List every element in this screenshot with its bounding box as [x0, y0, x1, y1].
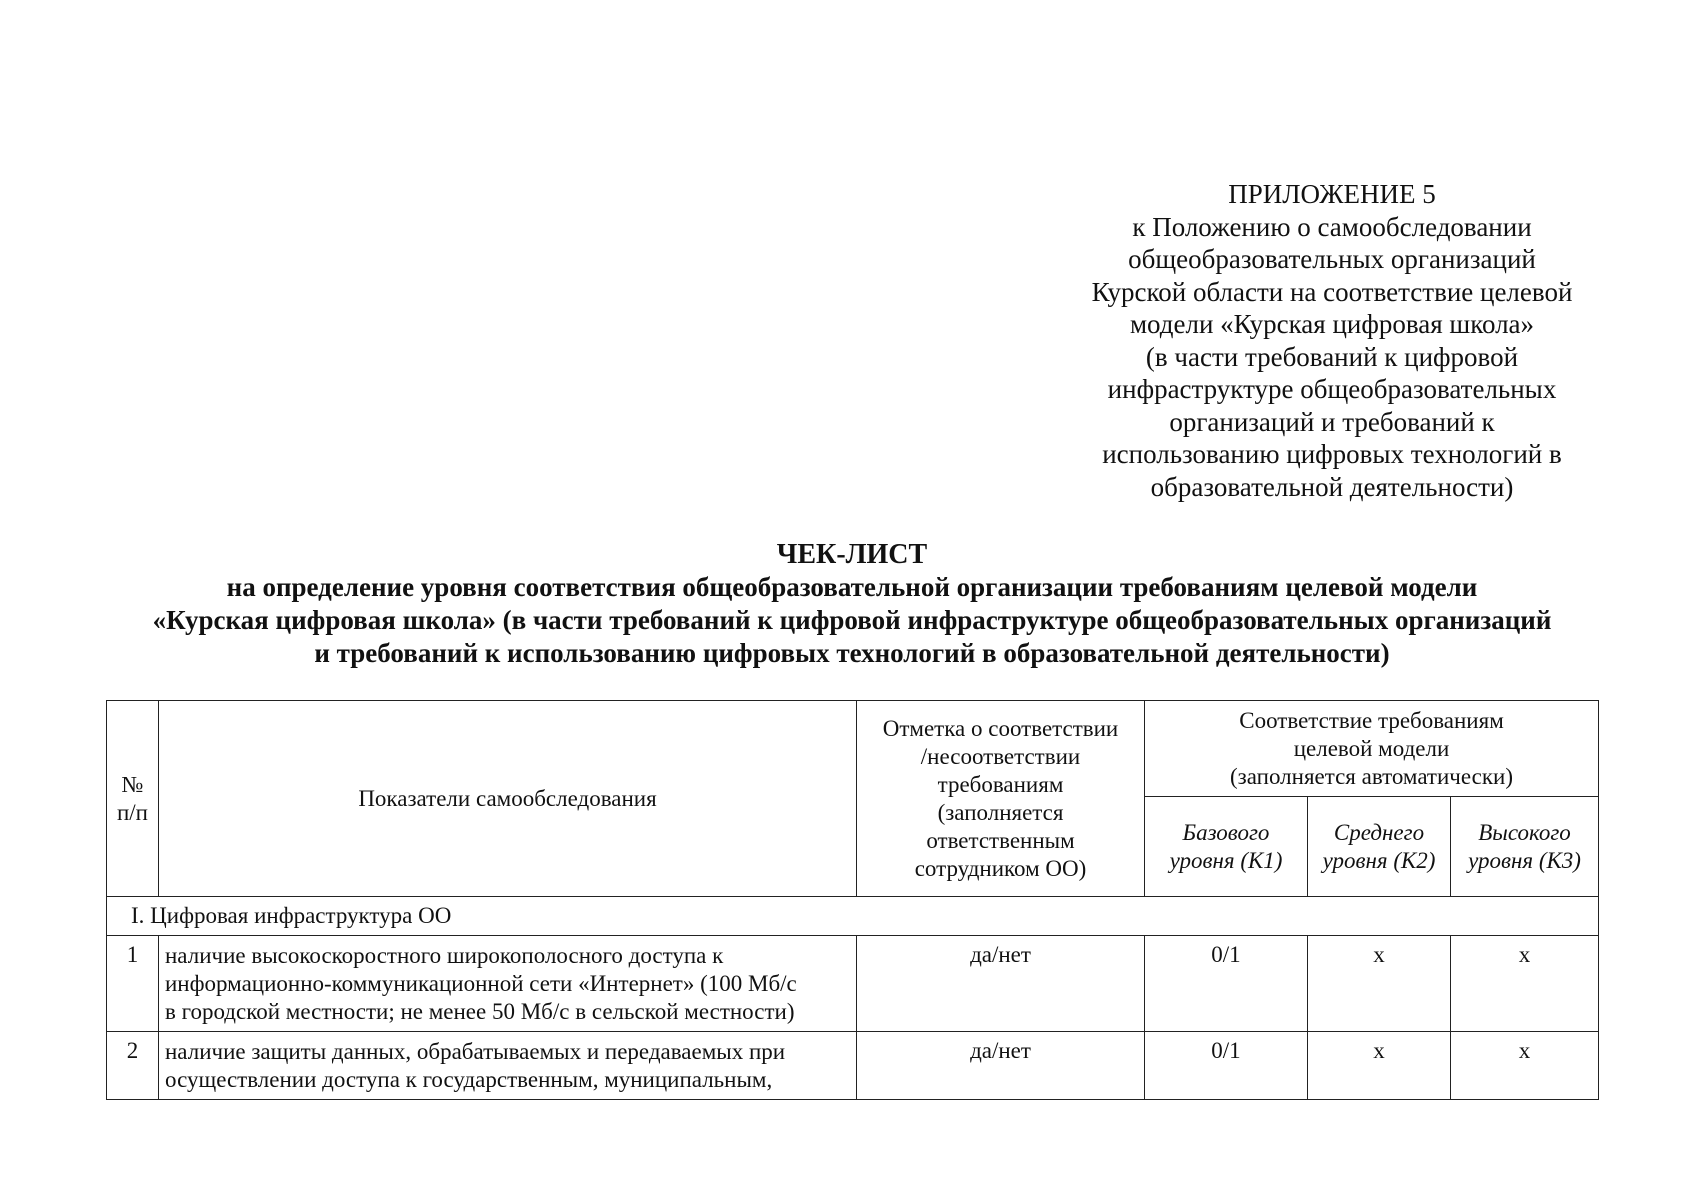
- header-compliance-line: целевой модели: [1293, 735, 1450, 761]
- header-k3-line: уровня (К3): [1468, 847, 1581, 873]
- appendix-block: [1072, 178, 1592, 503]
- row-indicator-line: наличие высокоскоростного широкополосного доступа к: [165, 943, 724, 968]
- title-line: на определение уровня соответствия общеобразовательной организации требованиям целевой модели: [226, 572, 1478, 602]
- row-indicator-line: информационно-коммуникационной сети «Интернет» (100 Мб/с: [165, 971, 797, 996]
- appendix-line: к Положению о самообследовании: [1132, 211, 1532, 242]
- header-num-line: п/п: [116, 799, 148, 825]
- row-mark: да/нет: [857, 1032, 1145, 1100]
- appendix-line: ПРИЛОЖЕНИЕ 5: [1228, 179, 1436, 209]
- row-k2: х: [1308, 936, 1451, 1032]
- header-k2-line: уровня (К2): [1322, 847, 1436, 873]
- header-k1-line: Базового: [1182, 819, 1270, 845]
- appendix-line: использованию цифровых технологий в: [1102, 439, 1562, 469]
- appendix-line: (в части требований к цифровой: [1145, 341, 1519, 372]
- title-line: и требований к использованию цифровых технологий в образовательной деятельности): [314, 638, 1390, 668]
- header-k3-line: Высокого: [1478, 819, 1571, 845]
- row-k3: х: [1451, 1032, 1599, 1100]
- row-num: 2: [107, 1032, 159, 1100]
- header-compliance-line: (заполняется автоматически): [1230, 763, 1513, 789]
- header-mark-line: Отметка о соответствии: [882, 715, 1119, 741]
- appendix-line: общеобразовательных организаций: [1128, 244, 1536, 274]
- row-k1: 0/1: [1145, 1032, 1308, 1100]
- title-main: ЧЕК-ЛИСТ: [776, 539, 928, 570]
- appendix-line: инфраструктуре общеобразовательных: [1107, 374, 1557, 404]
- header-k1-line: уровня (К1): [1169, 847, 1283, 873]
- header-mark-line: сотрудником ОО): [914, 855, 1087, 881]
- header-k2-line: Среднего: [1333, 819, 1425, 845]
- appendix-line: модели «Курская цифровая школа»: [1129, 309, 1535, 339]
- section-row: [107, 897, 1599, 936]
- row-mark: да/нет: [857, 936, 1145, 1032]
- title-line: «Курская цифровая школа» (в части требований к цифровой инфраструктуре общеобразовательных организаций: [152, 605, 1552, 635]
- row-indicator-line: в городской местности; не менее 50 Мб/с в сельской местности): [165, 999, 795, 1024]
- header-mark-line: ответственным: [926, 827, 1075, 853]
- header-num-line: №: [121, 771, 144, 797]
- row-k2: х: [1308, 1032, 1451, 1100]
- header-mark-line: (заполняется: [937, 799, 1064, 825]
- row-indicator: [159, 1032, 857, 1100]
- appendix-line: организаций и требований к: [1169, 406, 1495, 437]
- table-header-row: [107, 701, 1599, 797]
- row-k1: 0/1: [1145, 936, 1308, 1032]
- header-k1: [1145, 797, 1308, 897]
- header-compliance: [1145, 701, 1599, 797]
- header-num: [107, 701, 159, 897]
- header-mark-line: требованиям: [937, 771, 1064, 797]
- header-mark-line: /несоответствии: [920, 743, 1081, 769]
- table-row: [107, 1032, 1599, 1100]
- row-k3: х: [1451, 936, 1599, 1032]
- row-indicator-line: наличие защиты данных, обрабатываемых и передаваемых при: [165, 1039, 786, 1064]
- row-indicator: [159, 936, 857, 1032]
- header-k2: [1308, 797, 1451, 897]
- row-num: 1: [107, 936, 159, 1032]
- checklist-table: [106, 700, 1599, 1100]
- appendix-line: образовательной деятельности): [1150, 471, 1514, 502]
- header-mark: [857, 701, 1145, 897]
- header-k3: [1451, 797, 1599, 897]
- table-row: [107, 936, 1599, 1032]
- section-title: I. Цифровая инфраструктура ОО: [107, 897, 1599, 936]
- row-indicator-line: осуществлении доступа к государственным, муниципальным,: [165, 1067, 773, 1092]
- document-title: [60, 538, 1644, 670]
- appendix-line: Курской области на соответствие целевой: [1091, 276, 1573, 307]
- header-compliance-line: Соответствие требованиям: [1239, 707, 1504, 733]
- header-indicators: Показатели самообследования: [159, 701, 857, 897]
